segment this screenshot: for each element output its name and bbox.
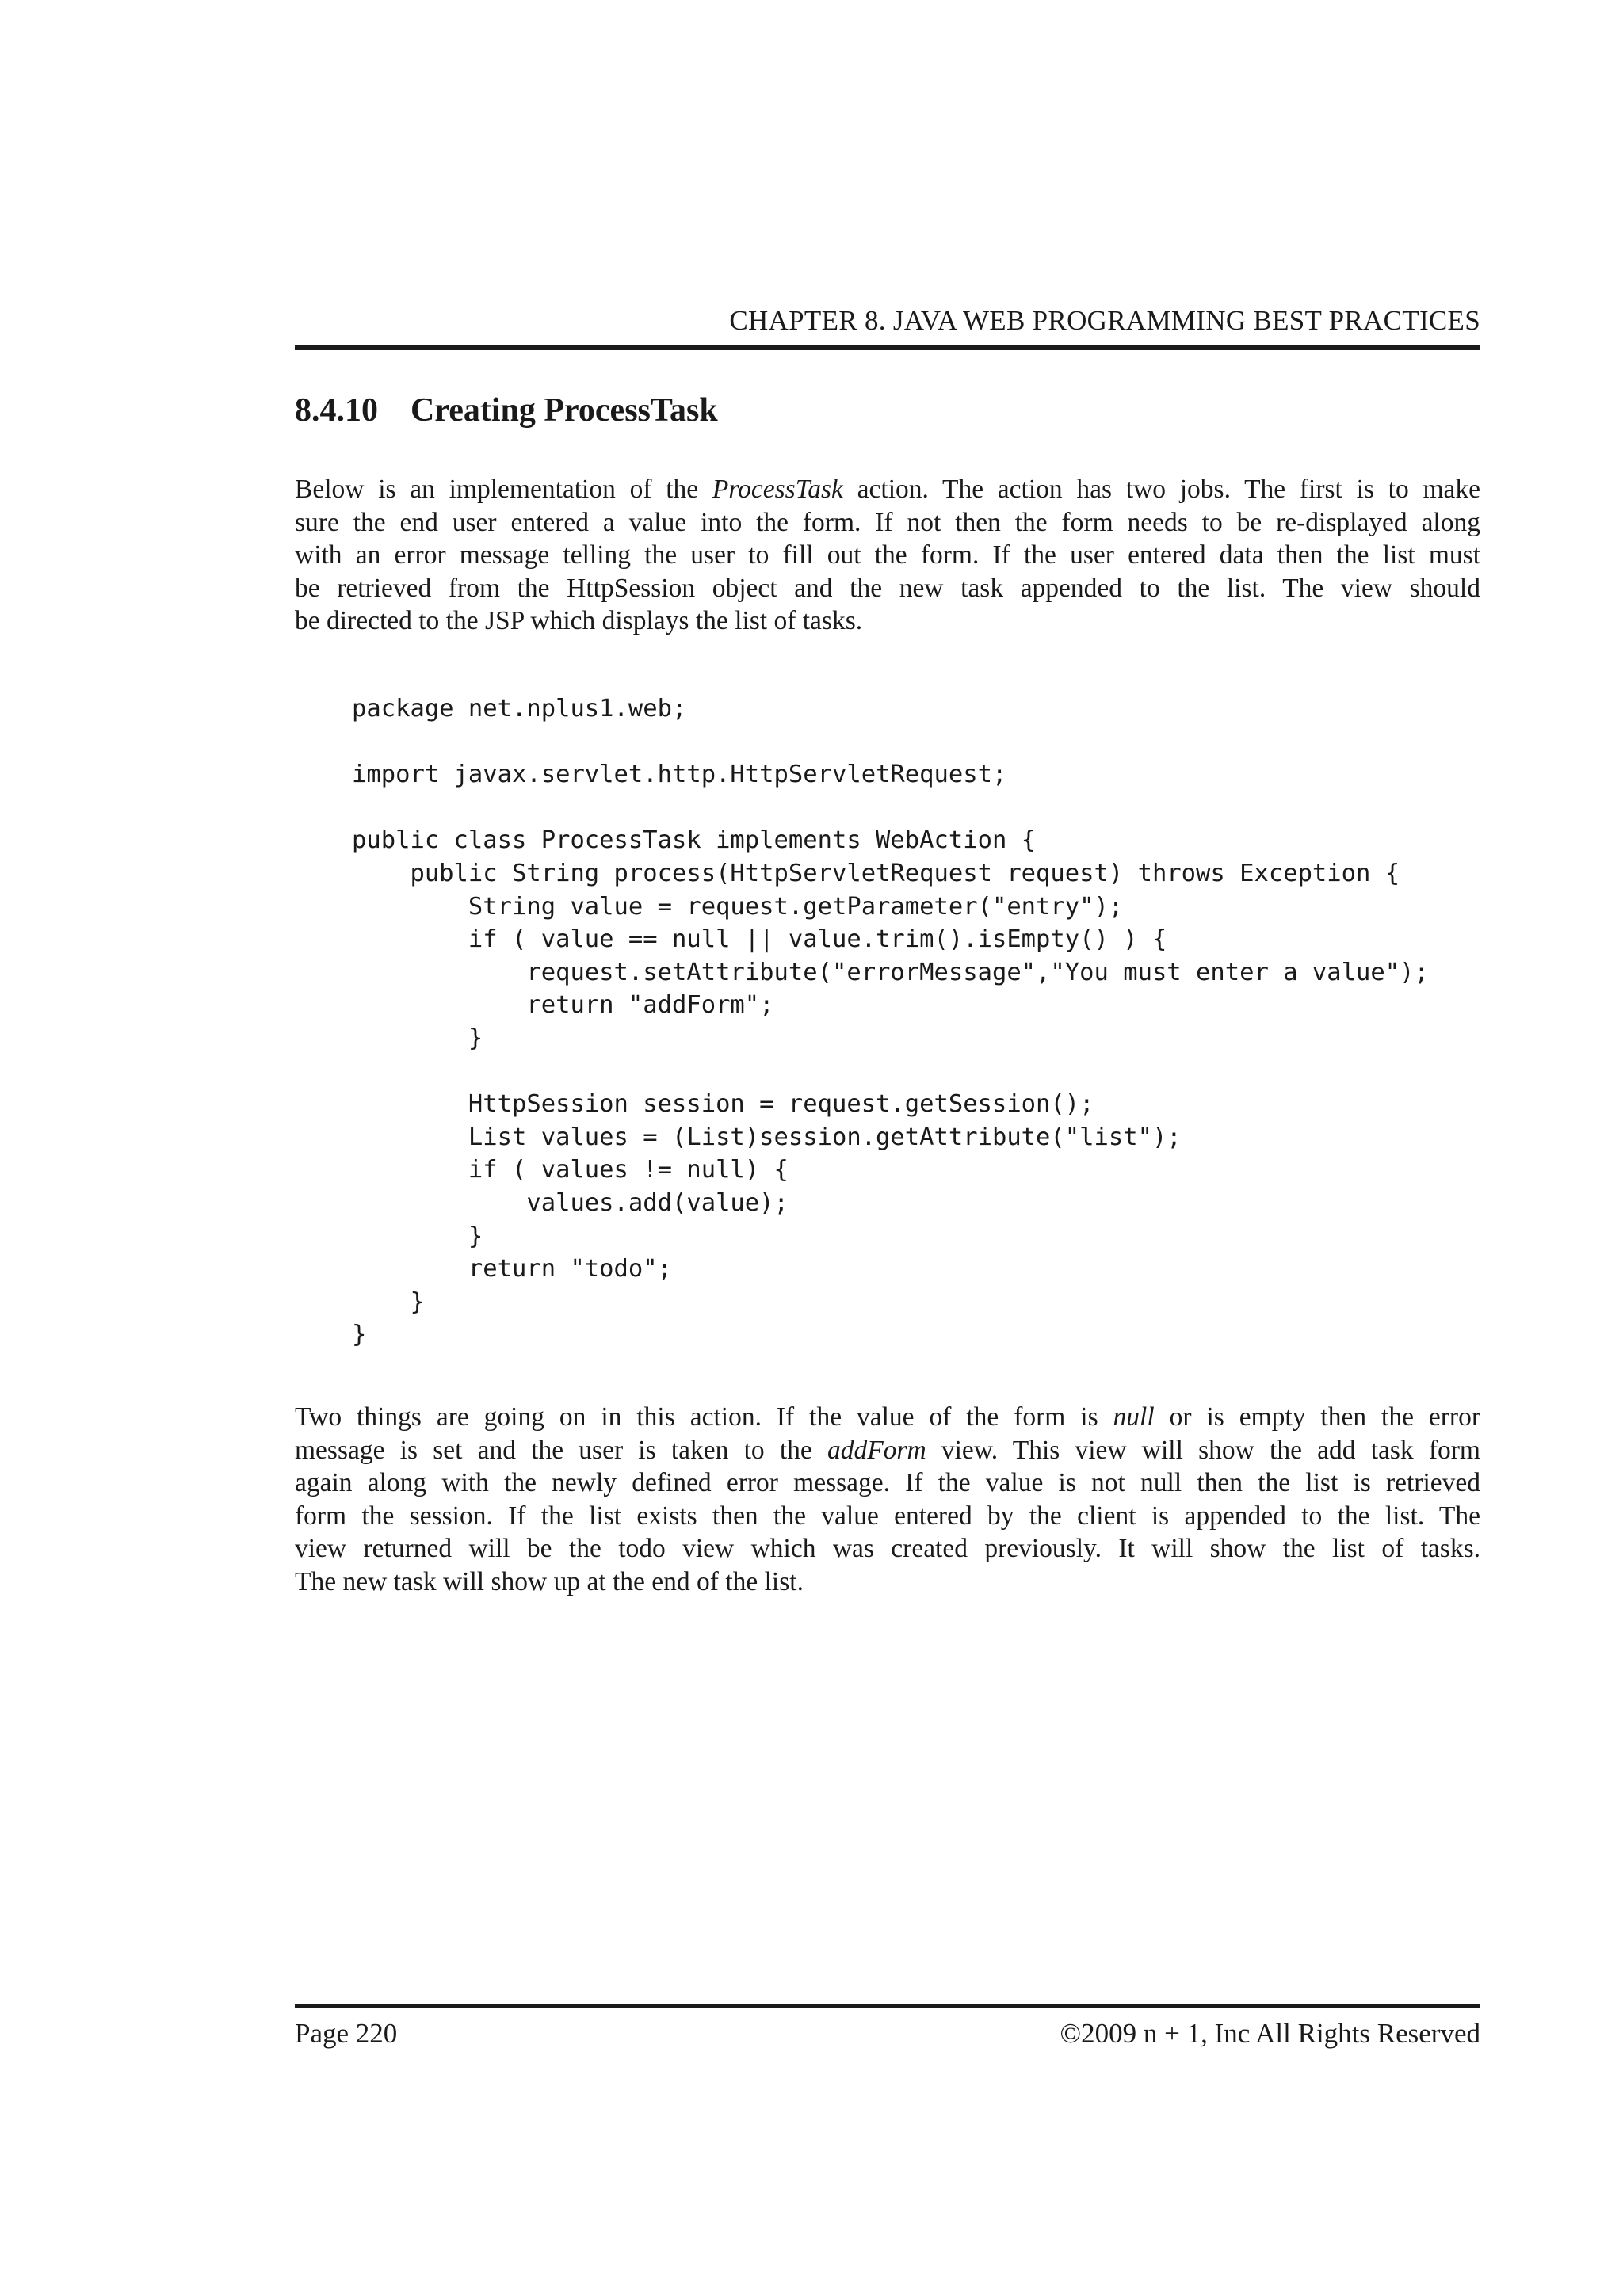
copyright-notice: ©2009 n + 1, Inc All Rights Reserved <box>1060 2018 1480 2049</box>
paragraph-line <box>295 572 1480 605</box>
line-text: sure the end user entered a value into the form. If not then the form needs to be re-displayed along <box>295 507 1480 537</box>
code-line: return "addForm"; <box>352 991 774 1020</box>
paragraph-line <box>295 1500 1480 1533</box>
running-header: CHAPTER 8. JAVA WEB PROGRAMMING BEST PRACTICES <box>729 305 1480 336</box>
line-text: with an error message telling the user to fill out the form. If the user entered data then the list must <box>295 540 1480 570</box>
code-line <box>352 726 1429 759</box>
code-line: HttpSession session = request.getSession(); <box>352 1090 1094 1119</box>
section-heading <box>295 391 718 430</box>
line-text: form the session. If the list exists then the value entered by the client is appended to the list. The <box>295 1501 1480 1531</box>
emphasized-term: ProcessTask <box>712 475 843 504</box>
code-line: if ( value == null || value.trim().isEmpty() ) { <box>352 925 1167 954</box>
paragraph-line <box>295 1401 1480 1434</box>
code-line <box>352 1055 1429 1089</box>
code-line: package net.nplus1.web; <box>352 695 687 723</box>
code-line: } <box>352 1287 425 1316</box>
code-line: values.add(value); <box>352 1188 789 1217</box>
line-text: message is set and the user is taken to the <box>295 1435 827 1465</box>
code-line: } <box>352 1321 367 1349</box>
line-text: be directed to the JSP which displays the list of tasks. <box>295 606 863 635</box>
code-line: public class ProcessTask implements WebAction { <box>352 826 1037 855</box>
page-number: Page 220 <box>295 2018 398 2049</box>
line-text: or is empty then the error <box>1154 1402 1480 1432</box>
paragraph-line <box>295 1466 1480 1500</box>
paragraph-line <box>295 506 1480 540</box>
emphasized-term: null <box>1113 1402 1155 1432</box>
code-line: } <box>352 1024 483 1052</box>
line-text: view. This view will show the add task form <box>926 1435 1480 1465</box>
code-line: } <box>352 1222 483 1250</box>
code-line: public String process(HttpServletRequest request) throws Exception { <box>352 859 1400 887</box>
code-line: import javax.servlet.http.HttpServletRequest; <box>352 761 1007 789</box>
code-line <box>352 791 1429 825</box>
paragraph-line <box>295 1566 1480 1599</box>
line-text: Below is an implementation of the <box>295 475 712 504</box>
section-title: Creating ProcessTask <box>411 392 718 429</box>
emphasized-term: addForm <box>827 1435 926 1465</box>
code-line: if ( values != null) { <box>352 1156 789 1184</box>
paragraph-line <box>295 539 1480 572</box>
line-text: action. The action has two jobs. The first is to make <box>842 475 1480 504</box>
code-line: String value = request.getParameter("entry"); <box>352 892 1124 921</box>
code-line: request.setAttribute("errorMessage","You must enter a value"); <box>352 958 1429 986</box>
paragraph-line <box>295 605 1480 638</box>
line-text: The new task will show up at the end of the list. <box>295 1566 804 1596</box>
code-line: List values = (List)session.getAttribute("list"); <box>352 1123 1182 1151</box>
paragraph-line <box>295 1532 1480 1566</box>
summary-paragraph <box>295 1401 1480 1598</box>
line-text: Two things are going on in this action. If the value of the form is <box>295 1402 1113 1432</box>
code-listing <box>352 692 1429 1352</box>
paragraph-line <box>295 473 1480 506</box>
line-text: view returned will be the todo view which was created previously. It will show the list of tasks. <box>295 1534 1480 1563</box>
section-number: 8.4.10 <box>295 392 378 429</box>
footer-rule <box>295 2004 1480 2008</box>
line-text: again along with the newly defined error message. If the value is not null then the list is retrieved <box>295 1468 1480 1497</box>
intro-paragraph <box>295 473 1480 638</box>
code-line: return "todo"; <box>352 1255 672 1283</box>
paragraph-line <box>295 1434 1480 1467</box>
header-rule <box>295 345 1480 350</box>
line-text: be retrieved from the HttpSession object and the new task appended to the list. The view should <box>295 573 1480 603</box>
